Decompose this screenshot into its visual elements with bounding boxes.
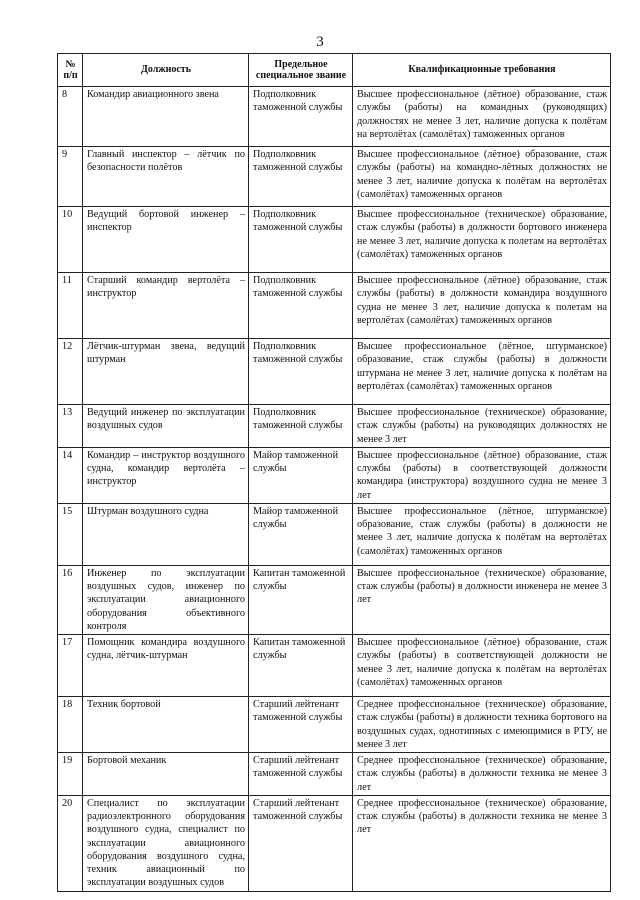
row-position: Лётчик-штурман звена, ведущий штурман	[83, 339, 249, 405]
row-number: 12	[58, 339, 83, 405]
row-position: Инженер по эксплуатации воздушных судов, инженер по эксплуатации авиационного оборудования объективного контроля	[83, 565, 249, 634]
row-requirements: Высшее профессиональное (лётное, штурманское) образование, стаж службы (работы) в должности штурмана не менее 3 лет, наличие допуска к полётам на вертолётах (самолётах) таможенных органов	[353, 339, 611, 405]
row-requirements: Высшее профессиональное (лётное) образование, стаж службы (работы) в соответствующей должности командира (инструктора) воздушного судна не менее 3 лет	[353, 447, 611, 503]
row-number: 18	[58, 697, 83, 753]
row-rank: Майор таможенной службы	[249, 447, 353, 503]
table-header-row	[58, 54, 611, 87]
table-row	[58, 753, 611, 796]
row-rank: Майор таможенной службы	[249, 503, 353, 565]
row-rank: Капитан таможенной службы	[249, 565, 353, 634]
row-rank: Подполковник таможенной службы	[249, 207, 353, 273]
table-row	[58, 635, 611, 697]
row-rank: Капитан таможенной службы	[249, 635, 353, 697]
header-requirements: Квалификационные требования	[353, 54, 611, 87]
table-row	[58, 273, 611, 339]
row-number: 16	[58, 565, 83, 634]
row-number: 11	[58, 273, 83, 339]
row-number: 14	[58, 447, 83, 503]
row-rank: Подполковник таможенной службы	[249, 147, 353, 207]
row-requirements: Среднее профессиональное (техническое) образование, стаж службы (работы) в должности техника не менее 3 лет	[353, 795, 611, 891]
page-number: 3	[316, 34, 324, 50]
row-position: Ведущий инженер по эксплуатации воздушных судов	[83, 405, 249, 448]
row-position: Командир – инструктор воздушного судна, командир вертолёта – инструктор	[83, 447, 249, 503]
row-number: 17	[58, 635, 83, 697]
row-rank: Старший лейтенант таможенной службы	[249, 795, 353, 891]
table-row	[58, 795, 611, 891]
row-number: 10	[58, 207, 83, 273]
row-position: Техник бортовой	[83, 697, 249, 753]
row-requirements: Высшее профессиональное (техническое) образование, стаж службы (работы) на руководящих должностях не менее 3 лет	[353, 405, 611, 448]
row-requirements: Высшее профессиональное (лётное, штурманское) образование, стаж службы (работы) в должности не менее 3 лет, наличие допуска к полётам на вертолётах (самолётах) таможенных органов	[353, 503, 611, 565]
header-num: № п/п	[58, 54, 83, 87]
row-rank: Подполковник таможенной службы	[249, 273, 353, 339]
row-number: 15	[58, 503, 83, 565]
row-requirements: Среднее профессиональное (техническое) образование, стаж службы (работы) в должности техника бортового на воздушных судах, однотипных с имеющимися в РТУ, не менее 3 лет	[353, 697, 611, 753]
row-requirements: Высшее профессиональное (техническое) образование, стаж службы (работы) в должности инженера не менее 3 лет	[353, 565, 611, 634]
row-number: 20	[58, 795, 83, 891]
row-rank: Старший лейтенант таможенной службы	[249, 753, 353, 796]
table-row	[58, 339, 611, 405]
table-row	[58, 565, 611, 634]
row-rank: Старший лейтенант таможенной службы	[249, 697, 353, 753]
row-number: 13	[58, 405, 83, 448]
row-rank: Подполковник таможенной службы	[249, 405, 353, 448]
row-position: Помощник командира воздушного судна, лётчик-штурман	[83, 635, 249, 697]
qualification-table	[57, 53, 611, 892]
table-row	[58, 697, 611, 753]
row-rank: Подполковник таможенной службы	[249, 87, 353, 147]
row-requirements: Высшее профессиональное (техническое) образование, стаж службы (работы) в должности бортового инженера не менее 3 лет, наличие допуска к полетам на вертолётах (самолётах) таможенных органов	[353, 207, 611, 273]
row-position: Специалист по эксплуатации радиоэлектронного оборудования воздушного судна, специалист по эксплуатации авиационного оборудования воздушного судна, техник авиационный по эксплуатации воздушных судов	[83, 795, 249, 891]
row-position: Командир авиационного звена	[83, 87, 249, 147]
row-number: 9	[58, 147, 83, 207]
row-requirements: Высшее профессиональное (лётное) образование, стаж службы (работы) в соответствующей должности не менее 3 лет, наличие допуска к полётам на вертолётах (самолётах) таможенных органов	[353, 635, 611, 697]
table-row	[58, 147, 611, 207]
table-row	[58, 503, 611, 565]
row-number: 8	[58, 87, 83, 147]
table-row	[58, 87, 611, 147]
row-position: Старший командир вертолёта – инструктор	[83, 273, 249, 339]
row-number: 19	[58, 753, 83, 796]
header-position: Должность	[83, 54, 249, 87]
row-position: Бортовой механик	[83, 753, 249, 796]
table-row	[58, 405, 611, 448]
row-position: Штурман воздушного судна	[83, 503, 249, 565]
row-requirements: Высшее профессиональное (лётное) образование, стаж службы (работы) на командных (руководящих) должностях не менее 3 лет, наличие допуска к полётам на вертолётах (самолётах) таможенных органов	[353, 87, 611, 147]
table-row	[58, 447, 611, 503]
row-requirements: Среднее профессиональное (техническое) образование, стаж службы (работы) в должности техника не менее 3 лет	[353, 753, 611, 796]
row-requirements: Высшее профессиональное (лётное) образование, стаж службы (работы) на командно-лётных должностях не менее 3 лет, наличие допуска к полётам на вертолётах (самолётах) таможенных органов	[353, 147, 611, 207]
row-position: Ведущий бортовой инженер – инспектор	[83, 207, 249, 273]
header-rank: Предельное специальное звание	[249, 54, 353, 87]
table-row	[58, 207, 611, 273]
row-position: Главный инспектор – лётчик по безопасности полётов	[83, 147, 249, 207]
row-requirements: Высшее профессиональное (лётное) образование, стаж службы (работы) в должности командира воздушного судна не менее 3 лет, наличие допуска к полетам на вертолётах (самолётах) таможенных органов	[353, 273, 611, 339]
row-rank: Подполковник таможенной службы	[249, 339, 353, 405]
